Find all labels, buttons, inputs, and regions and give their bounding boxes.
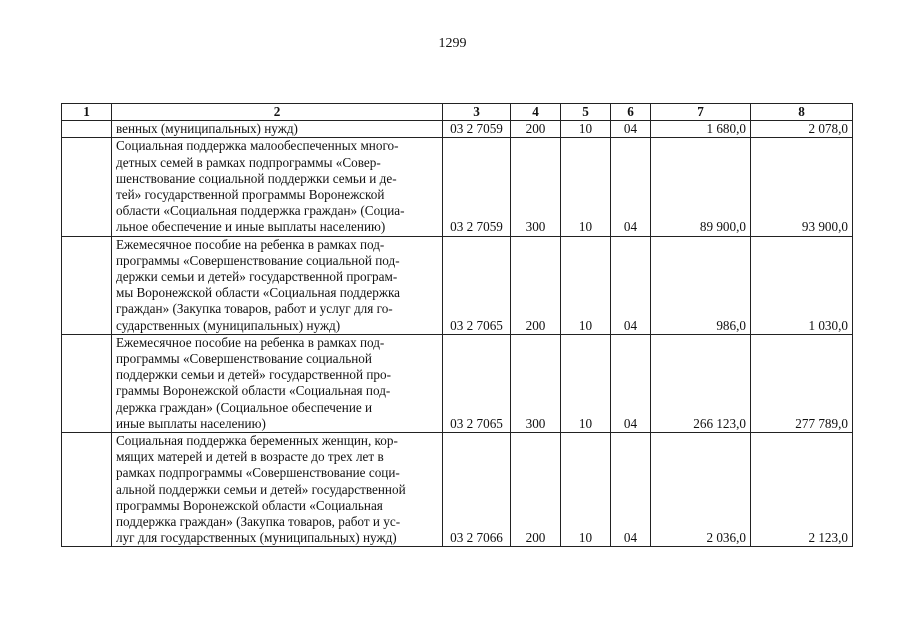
amount-year2-cell: 2 123,0 (751, 433, 853, 547)
program-name-cell: Ежемесячное пособие на ребенка в рамках под- программы «Совершенствование социальной поддержки семьи и детей» государственной про- граммы Воронежской области «Социальная под- держка граждан» (Социальное обеспечение и иные выплаты населению) (112, 334, 443, 432)
target-code-cell: 03 2 7059 (443, 138, 511, 236)
table-row (62, 138, 853, 236)
expense-type-cell: 200 (511, 121, 561, 138)
subsection-cell: 04 (611, 236, 651, 334)
subsection-cell: 04 (611, 433, 651, 547)
amount-year2-cell: 93 900,0 (751, 138, 853, 236)
amount-year1-cell: 1 680,0 (651, 121, 751, 138)
section-cell: 10 (561, 433, 611, 547)
program-name-cell: Социальная поддержка беременных женщин, кор- мящих матерей и детей в возрасте до трех лет в рамках подпрограммы «Совершенствование соци- альной поддержки семьи и детей» государственной программы Воронежской области «Социальная поддержка граждан» (Закупка товаров, работ и ус- луг для государственных (муниципальных) нужд) (112, 433, 443, 547)
subsection-cell: 04 (611, 138, 651, 236)
header-col-5: 5 (561, 104, 611, 121)
row-number-cell (62, 236, 112, 334)
section-cell: 10 (561, 121, 611, 138)
amount-year1-cell: 266 123,0 (651, 334, 751, 432)
amount-year1-cell: 986,0 (651, 236, 751, 334)
expense-type-cell: 200 (511, 433, 561, 547)
target-code-cell: 03 2 7065 (443, 236, 511, 334)
table-row (62, 334, 853, 432)
section-cell: 10 (561, 236, 611, 334)
row-number-cell (62, 121, 112, 138)
amount-year2-cell: 2 078,0 (751, 121, 853, 138)
header-col-6: 6 (611, 104, 651, 121)
amount-year2-cell: 277 789,0 (751, 334, 853, 432)
target-code-cell: 03 2 7065 (443, 334, 511, 432)
table-row (62, 236, 853, 334)
header-col-1: 1 (62, 104, 112, 121)
section-cell: 10 (561, 138, 611, 236)
target-code-cell: 03 2 7059 (443, 121, 511, 138)
header-col-2: 2 (112, 104, 443, 121)
header-col-7: 7 (651, 104, 751, 121)
table-row (62, 433, 853, 547)
program-name-cell: Социальная поддержка малообеспеченных много- детных семей в рамках подпрограммы «Совер- шенствование социальной поддержки семьи и де- тей» государственной программы Воронежской области «Социальная поддержка граждан» (Социа- льное обеспечение и иные выплаты населению) (112, 138, 443, 236)
program-name-cell: Ежемесячное пособие на ребенка в рамках под- программы «Совершенствование социальной под- держки семьи и детей» государственной програм- мы Воронежской области «Социальная поддержка граждан» (Закупка товаров, работ и услуг для го- сударственных (муниципальных) нужд) (112, 236, 443, 334)
row-number-cell (62, 334, 112, 432)
subsection-cell: 04 (611, 334, 651, 432)
budget-table (61, 103, 853, 547)
expense-type-cell: 200 (511, 236, 561, 334)
expense-type-cell: 300 (511, 138, 561, 236)
target-code-cell: 03 2 7066 (443, 433, 511, 547)
amount-year1-cell: 89 900,0 (651, 138, 751, 236)
expense-type-cell: 300 (511, 334, 561, 432)
amount-year1-cell: 2 036,0 (651, 433, 751, 547)
amount-year2-cell: 1 030,0 (751, 236, 853, 334)
section-cell: 10 (561, 334, 611, 432)
header-col-4: 4 (511, 104, 561, 121)
header-col-8: 8 (751, 104, 853, 121)
row-number-cell (62, 138, 112, 236)
header-col-3: 3 (443, 104, 511, 121)
table-header-row (62, 104, 853, 121)
table-row (62, 121, 853, 138)
page-number: 1299 (438, 36, 467, 51)
subsection-cell: 04 (611, 121, 651, 138)
row-number-cell (62, 433, 112, 547)
program-name-cell: венных (муниципальных) нужд) (112, 121, 443, 138)
